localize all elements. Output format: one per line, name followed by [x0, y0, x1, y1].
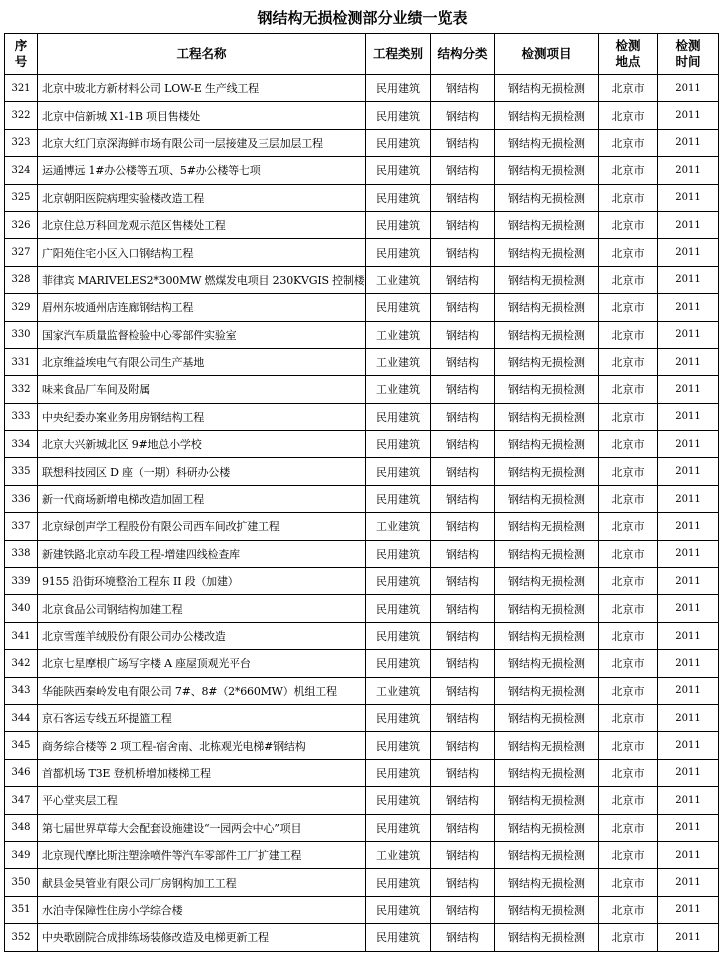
inspection-place: 北京市 — [599, 321, 658, 348]
row-number: 324 — [5, 157, 38, 184]
row-number: 349 — [5, 841, 38, 868]
structure-type: 钢结构 — [431, 485, 495, 512]
table-row — [5, 759, 719, 786]
inspection-place: 北京市 — [599, 869, 658, 896]
project-type: 工业建筑 — [366, 266, 431, 293]
table-row — [5, 157, 719, 184]
inspection-item: 钢结构无损检测 — [495, 266, 599, 293]
header-place — [599, 34, 658, 75]
project-name: 平心堂夹层工程 — [38, 787, 366, 814]
row-number: 341 — [5, 622, 38, 649]
inspection-item: 钢结构无损检测 — [495, 540, 599, 567]
project-name: 联想科技园区 D 座（一期）科研办公楼 — [38, 458, 366, 485]
inspection-place: 北京市 — [599, 431, 658, 458]
project-name: 新建铁路北京动车段工程-增建四线检查库 — [38, 540, 366, 567]
table-row — [5, 239, 719, 266]
table-row — [5, 650, 719, 677]
table-row — [5, 458, 719, 485]
inspection-item: 钢结构无损检测 — [495, 704, 599, 731]
table-row — [5, 677, 719, 704]
inspection-item: 钢结构无损检测 — [495, 896, 599, 923]
inspection-year: 2011 — [658, 157, 719, 184]
project-name: 广阳苑住宅小区入口钢结构工程 — [38, 239, 366, 266]
inspection-item: 钢结构无损检测 — [495, 841, 599, 868]
project-name: 9155 沿街环境整治工程东 II 段（加建） — [38, 568, 366, 595]
row-number: 328 — [5, 266, 38, 293]
table-row — [5, 622, 719, 649]
row-number: 332 — [5, 376, 38, 403]
row-number: 330 — [5, 321, 38, 348]
inspection-place: 北京市 — [599, 595, 658, 622]
header-no — [5, 34, 38, 75]
project-name: 眉州东坡通州店连廊钢结构工程 — [38, 294, 366, 321]
inspection-year: 2011 — [658, 595, 719, 622]
row-number: 340 — [5, 595, 38, 622]
header-time-line2: 时间 — [675, 54, 701, 69]
inspection-year: 2011 — [658, 568, 719, 595]
inspection-year: 2011 — [658, 211, 719, 238]
structure-type: 钢结构 — [431, 321, 495, 348]
structure-type: 钢结构 — [431, 102, 495, 129]
row-number: 352 — [5, 924, 38, 951]
project-type: 民用建筑 — [366, 403, 431, 430]
inspection-item: 钢结构无损检测 — [495, 376, 599, 403]
structure-type: 钢结构 — [431, 814, 495, 841]
row-number: 336 — [5, 485, 38, 512]
inspection-place: 北京市 — [599, 759, 658, 786]
inspection-place: 北京市 — [599, 513, 658, 540]
inspection-item: 钢结构无损检测 — [495, 431, 599, 458]
header-time — [658, 34, 719, 75]
inspection-item: 钢结构无损检测 — [495, 595, 599, 622]
row-number: 342 — [5, 650, 38, 677]
project-type: 民用建筑 — [366, 540, 431, 567]
inspection-year: 2011 — [658, 622, 719, 649]
row-number: 350 — [5, 869, 38, 896]
inspection-item: 钢结构无损检测 — [495, 211, 599, 238]
project-name: 北京住总万科回龙观示范区售楼处工程 — [38, 211, 366, 238]
structure-type: 钢结构 — [431, 540, 495, 567]
inspection-place: 北京市 — [599, 540, 658, 567]
row-number: 345 — [5, 732, 38, 759]
project-name: 菲律宾 MARIVELES2*300MW 燃煤发电项目 230KVGIS 控制楼 — [38, 266, 366, 293]
inspection-place: 北京市 — [599, 403, 658, 430]
table-row — [5, 294, 719, 321]
project-name: 北京食品公司钢结构加建工程 — [38, 595, 366, 622]
project-type: 民用建筑 — [366, 595, 431, 622]
project-type: 民用建筑 — [366, 184, 431, 211]
project-name: 献县金昊管业有限公司厂房钢构加工工程 — [38, 869, 366, 896]
structure-type: 钢结构 — [431, 239, 495, 266]
inspection-item: 钢结构无损检测 — [495, 321, 599, 348]
row-number: 334 — [5, 431, 38, 458]
inspection-place: 北京市 — [599, 732, 658, 759]
inspection-item: 钢结构无损检测 — [495, 513, 599, 540]
project-name: 第七届世界草莓大会配套设施建设“一园两会中心”项目 — [38, 814, 366, 841]
project-type: 民用建筑 — [366, 431, 431, 458]
inspection-year: 2011 — [658, 431, 719, 458]
inspection-year: 2011 — [658, 759, 719, 786]
project-name: 国家汽车质量监督检验中心零部件实验室 — [38, 321, 366, 348]
row-number: 346 — [5, 759, 38, 786]
project-type: 民用建筑 — [366, 704, 431, 731]
inspection-year: 2011 — [658, 75, 719, 102]
inspection-item: 钢结构无损检测 — [495, 157, 599, 184]
project-type: 民用建筑 — [366, 650, 431, 677]
inspection-year: 2011 — [658, 677, 719, 704]
structure-type: 钢结构 — [431, 376, 495, 403]
table-row — [5, 841, 719, 868]
structure-type: 钢结构 — [431, 869, 495, 896]
table-row — [5, 869, 719, 896]
inspection-year: 2011 — [658, 403, 719, 430]
inspection-place: 北京市 — [599, 348, 658, 375]
project-type: 工业建筑 — [366, 348, 431, 375]
project-type: 民用建筑 — [366, 157, 431, 184]
inspection-place: 北京市 — [599, 896, 658, 923]
inspection-item: 钢结构无损检测 — [495, 924, 599, 951]
inspection-year: 2011 — [658, 787, 719, 814]
structure-type: 钢结构 — [431, 568, 495, 595]
inspection-place: 北京市 — [599, 211, 658, 238]
inspection-item: 钢结构无损检测 — [495, 869, 599, 896]
project-name: 华能陕西秦岭发电有限公司 7#、8#（2*660MW）机组工程 — [38, 677, 366, 704]
project-name: 运通博远 1#办公楼等五项、5#办公楼等七项 — [38, 157, 366, 184]
structure-type: 钢结构 — [431, 622, 495, 649]
inspection-place: 北京市 — [599, 841, 658, 868]
header-name: 工程名称 — [38, 34, 366, 75]
inspection-item: 钢结构无损检测 — [495, 568, 599, 595]
structure-type: 钢结构 — [431, 211, 495, 238]
header-place-line2: 地点 — [615, 54, 641, 69]
inspection-place: 北京市 — [599, 924, 658, 951]
project-name: 北京七星摩根广场写字楼 A 座屋顶观光平台 — [38, 650, 366, 677]
inspection-year: 2011 — [658, 239, 719, 266]
table-row — [5, 485, 719, 512]
structure-type: 钢结构 — [431, 513, 495, 540]
inspection-item: 钢结构无损检测 — [495, 129, 599, 156]
project-name: 首都机场 T3E 登机桥增加楼梯工程 — [38, 759, 366, 786]
structure-type: 钢结构 — [431, 266, 495, 293]
table-row — [5, 321, 719, 348]
table-row — [5, 787, 719, 814]
table-row — [5, 102, 719, 129]
inspection-place: 北京市 — [599, 75, 658, 102]
inspection-year: 2011 — [658, 266, 719, 293]
header-type: 工程类别 — [366, 34, 431, 75]
inspection-place: 北京市 — [599, 485, 658, 512]
project-type: 民用建筑 — [366, 568, 431, 595]
structure-type: 钢结构 — [431, 732, 495, 759]
performance-table — [4, 33, 719, 952]
table-row — [5, 376, 719, 403]
page-title: 钢结构无损检测部分业绩一览表 — [257, 9, 468, 27]
project-type: 工业建筑 — [366, 376, 431, 403]
row-number: 331 — [5, 348, 38, 375]
structure-type: 钢结构 — [431, 431, 495, 458]
project-type: 民用建筑 — [366, 294, 431, 321]
header-time-line1: 检测 — [675, 38, 701, 53]
inspection-year: 2011 — [658, 129, 719, 156]
project-type: 民用建筑 — [366, 75, 431, 102]
project-type: 民用建筑 — [366, 622, 431, 649]
table-row — [5, 732, 719, 759]
inspection-year: 2011 — [658, 513, 719, 540]
inspection-place: 北京市 — [599, 458, 658, 485]
inspection-place: 北京市 — [599, 157, 658, 184]
row-number: 344 — [5, 704, 38, 731]
project-name: 北京朝阳医院病理实验楼改造工程 — [38, 184, 366, 211]
structure-type: 钢结构 — [431, 787, 495, 814]
inspection-place: 北京市 — [599, 102, 658, 129]
table-row — [5, 403, 719, 430]
structure-type: 钢结构 — [431, 924, 495, 951]
project-type: 民用建筑 — [366, 485, 431, 512]
project-type: 民用建筑 — [366, 924, 431, 951]
table-row — [5, 75, 719, 102]
project-type: 民用建筑 — [366, 896, 431, 923]
structure-type: 钢结构 — [431, 403, 495, 430]
row-number: 323 — [5, 129, 38, 156]
inspection-year: 2011 — [658, 184, 719, 211]
inspection-year: 2011 — [658, 704, 719, 731]
table-row — [5, 568, 719, 595]
inspection-item: 钢结构无损检测 — [495, 622, 599, 649]
table-row — [5, 595, 719, 622]
table-row — [5, 513, 719, 540]
project-type: 工业建筑 — [366, 841, 431, 868]
project-name: 北京中玻北方新材料公司 LOW-E 生产线工程 — [38, 75, 366, 102]
structure-type: 钢结构 — [431, 595, 495, 622]
table-row — [5, 184, 719, 211]
project-name: 北京大兴新城北区 9#地总小学校 — [38, 431, 366, 458]
row-number: 329 — [5, 294, 38, 321]
inspection-item: 钢结构无损检测 — [495, 184, 599, 211]
structure-type: 钢结构 — [431, 129, 495, 156]
inspection-year: 2011 — [658, 924, 719, 951]
inspection-item: 钢结构无损检测 — [495, 650, 599, 677]
project-type: 民用建筑 — [366, 869, 431, 896]
header-no-line2: 号 — [14, 54, 28, 69]
project-type: 工业建筑 — [366, 677, 431, 704]
inspection-year: 2011 — [658, 102, 719, 129]
inspection-item: 钢结构无损检测 — [495, 787, 599, 814]
structure-type: 钢结构 — [431, 759, 495, 786]
inspection-year: 2011 — [658, 348, 719, 375]
inspection-item: 钢结构无损检测 — [495, 485, 599, 512]
inspection-item: 钢结构无损检测 — [495, 732, 599, 759]
row-number: 325 — [5, 184, 38, 211]
table-row — [5, 924, 719, 951]
structure-type: 钢结构 — [431, 184, 495, 211]
inspection-year: 2011 — [658, 732, 719, 759]
inspection-place: 北京市 — [599, 622, 658, 649]
inspection-item: 钢结构无损检测 — [495, 458, 599, 485]
inspection-place: 北京市 — [599, 266, 658, 293]
project-name: 北京雪莲羊绒股份有限公司办公楼改造 — [38, 622, 366, 649]
project-type: 民用建筑 — [366, 102, 431, 129]
structure-type: 钢结构 — [431, 650, 495, 677]
table-row — [5, 896, 719, 923]
project-name: 中央歌剧院合成排练场装修改造及电梯更新工程 — [38, 924, 366, 951]
row-number: 321 — [5, 75, 38, 102]
inspection-year: 2011 — [658, 896, 719, 923]
project-type: 民用建筑 — [366, 732, 431, 759]
project-type: 民用建筑 — [366, 211, 431, 238]
inspection-year: 2011 — [658, 376, 719, 403]
project-name: 北京现代摩比斯注塑涂喷件等汽车零部件工厂扩建工程 — [38, 841, 366, 868]
project-name: 水泊寺保障性住房小学综合楼 — [38, 896, 366, 923]
inspection-item: 钢结构无损检测 — [495, 677, 599, 704]
inspection-item: 钢结构无损检测 — [495, 294, 599, 321]
structure-type: 钢结构 — [431, 157, 495, 184]
row-number: 339 — [5, 568, 38, 595]
row-number: 322 — [5, 102, 38, 129]
table-row — [5, 540, 719, 567]
row-number: 347 — [5, 787, 38, 814]
project-name: 北京大红门京深海鲜市场有限公司一层接建及三层加层工程 — [38, 129, 366, 156]
project-type: 民用建筑 — [366, 814, 431, 841]
project-type: 民用建筑 — [366, 239, 431, 266]
inspection-place: 北京市 — [599, 376, 658, 403]
project-name: 中央纪委办案业务用房钢结构工程 — [38, 403, 366, 430]
row-number: 327 — [5, 239, 38, 266]
inspection-year: 2011 — [658, 485, 719, 512]
header-structure: 结构分类 — [431, 34, 495, 75]
project-name: 北京中信新城 X1-1B 项目售楼处 — [38, 102, 366, 129]
inspection-place: 北京市 — [599, 184, 658, 211]
inspection-item: 钢结构无损检测 — [495, 814, 599, 841]
project-type: 民用建筑 — [366, 129, 431, 156]
row-number: 326 — [5, 211, 38, 238]
table-row — [5, 129, 719, 156]
table-row — [5, 211, 719, 238]
project-name: 商务综合楼等 2 项工程-宿舍南、北栋观光电梯#钢结构 — [38, 732, 366, 759]
row-number: 335 — [5, 458, 38, 485]
structure-type: 钢结构 — [431, 75, 495, 102]
table-row — [5, 704, 719, 731]
inspection-item: 钢结构无损检测 — [495, 759, 599, 786]
header-item: 检测项目 — [495, 34, 599, 75]
row-number: 338 — [5, 540, 38, 567]
row-number: 333 — [5, 403, 38, 430]
project-name: 北京绿创声学工程股份有限公司西车间改扩建工程 — [38, 513, 366, 540]
inspection-year: 2011 — [658, 841, 719, 868]
table-row — [5, 266, 719, 293]
header-row — [5, 34, 719, 75]
inspection-place: 北京市 — [599, 129, 658, 156]
project-name: 京石客运专线五环提篮工程 — [38, 704, 366, 731]
inspection-place: 北京市 — [599, 294, 658, 321]
inspection-place: 北京市 — [599, 814, 658, 841]
inspection-year: 2011 — [658, 294, 719, 321]
table-row — [5, 431, 719, 458]
project-name: 味来食品厂车间及附属 — [38, 376, 366, 403]
row-number: 343 — [5, 677, 38, 704]
table-row — [5, 814, 719, 841]
inspection-year: 2011 — [658, 869, 719, 896]
project-type: 工业建筑 — [366, 321, 431, 348]
inspection-year: 2011 — [658, 458, 719, 485]
inspection-year: 2011 — [658, 650, 719, 677]
header-place-line1: 检测 — [615, 38, 641, 53]
row-number: 351 — [5, 896, 38, 923]
project-type: 民用建筑 — [366, 759, 431, 786]
structure-type: 钢结构 — [431, 841, 495, 868]
project-type: 民用建筑 — [366, 458, 431, 485]
header-no-line1: 序 — [14, 38, 28, 53]
structure-type: 钢结构 — [431, 348, 495, 375]
project-type: 工业建筑 — [366, 513, 431, 540]
project-name: 北京维益埃电气有限公司生产基地 — [38, 348, 366, 375]
row-number: 348 — [5, 814, 38, 841]
inspection-place: 北京市 — [599, 239, 658, 266]
inspection-place: 北京市 — [599, 787, 658, 814]
structure-type: 钢结构 — [431, 896, 495, 923]
inspection-year: 2011 — [658, 321, 719, 348]
table-row — [5, 348, 719, 375]
inspection-place: 北京市 — [599, 650, 658, 677]
inspection-item: 钢结构无损检测 — [495, 403, 599, 430]
project-type: 民用建筑 — [366, 787, 431, 814]
structure-type: 钢结构 — [431, 458, 495, 485]
structure-type: 钢结构 — [431, 294, 495, 321]
project-name: 新一代商场新增电梯改造加固工程 — [38, 485, 366, 512]
inspection-year: 2011 — [658, 814, 719, 841]
inspection-item: 钢结构无损检测 — [495, 348, 599, 375]
inspection-item: 钢结构无损检测 — [495, 239, 599, 266]
inspection-item: 钢结构无损检测 — [495, 102, 599, 129]
inspection-place: 北京市 — [599, 568, 658, 595]
row-number: 337 — [5, 513, 38, 540]
inspection-place: 北京市 — [599, 704, 658, 731]
inspection-year: 2011 — [658, 540, 719, 567]
structure-type: 钢结构 — [431, 677, 495, 704]
inspection-item: 钢结构无损检测 — [495, 75, 599, 102]
inspection-place: 北京市 — [599, 677, 658, 704]
structure-type: 钢结构 — [431, 704, 495, 731]
